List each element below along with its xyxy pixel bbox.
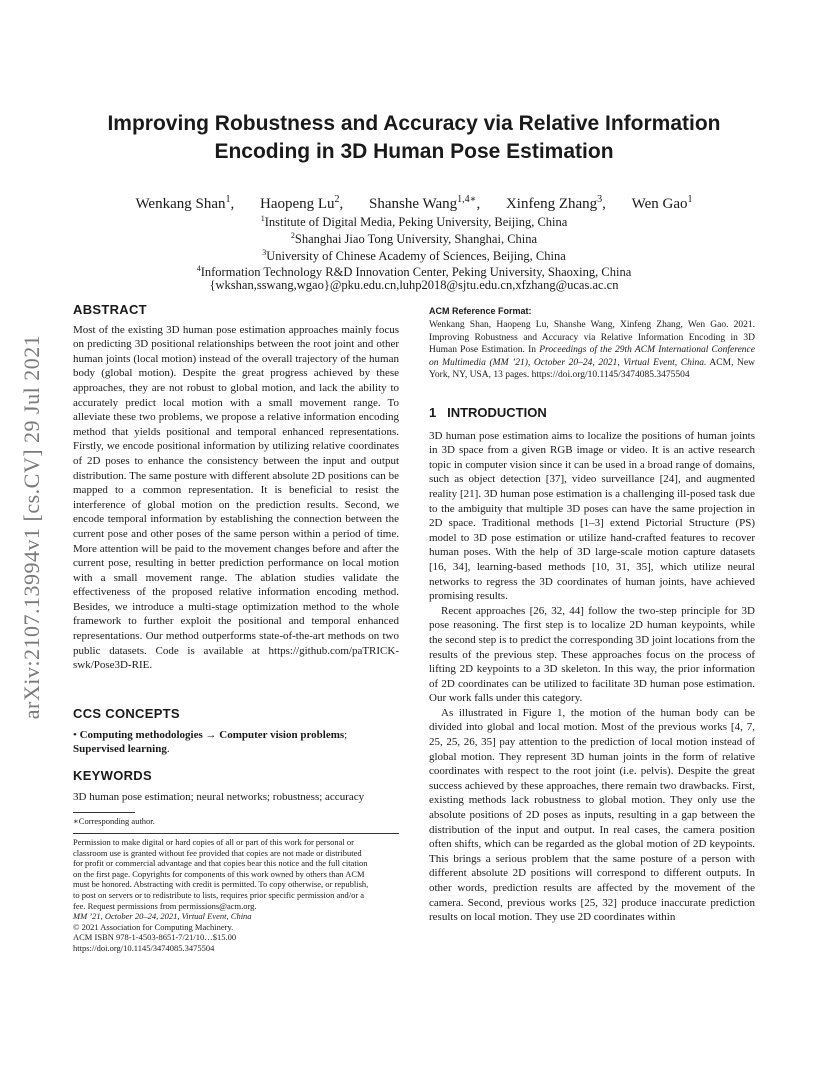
intro-paragraph: Recent approaches [26, 32, 44] follow the two-step principle for 3D pose reasoning. The first step is to localize 2D human keypoints, while the second step is to predict the corresponding 3D joint locations from the results of the previous step. These approaches focus on the process of lifting 2D keypoints to a 3D skeleton. In this way, the prior information of 2D coordinates can be utilized to facilitate 3D human pose estimation. Our work falls under this category. — [429, 604, 755, 705]
author: Haopeng Lu$^2$, — [259, 194, 344, 212]
footnote-rule — [73, 812, 135, 813]
venue: MM ’21, October 20–24, 2021, Virtual Event, China — [73, 911, 252, 922]
acm-reference — [429, 306, 755, 382]
affiliation: $^1$Institute of Digital Media, Peking University, Beijing, China — [260, 214, 568, 230]
author: Wenkang Shan$^1$, — [135, 194, 235, 212]
intro-heading: 1 INTRODUCTION — [429, 405, 547, 420]
ccs-section — [73, 707, 399, 757]
permission-line: to post on servers or to redistribute to lists, requires prior specific permission and/or a — [73, 889, 365, 900]
permission-line: for profit or commercial advantage and that copies bear this notice and the full citation — [73, 858, 368, 869]
permission-line: fee. Request permissions from permissions@acm.org. — [73, 900, 257, 911]
title-line-1: Improving Robustness and Accuracy via Relative Information — [107, 112, 721, 135]
affiliation: $^4$Information Technology R&D Innovation Center, Peking University, Shaoxing, China — [196, 264, 632, 280]
footnote: ∗Corresponding author. — [73, 816, 155, 826]
paper-title — [60, 110, 768, 166]
affiliation: $^3$University of Chinese Academy of Sciences, Beijing, China — [262, 248, 566, 264]
author: Wen Gao$^1$ — [631, 194, 693, 212]
acm-ref-heading: ACM Reference Format: — [429, 306, 532, 316]
arxiv-id: arXiv:2107.13994v1 [cs.CV] 29 Jul 2021 — [19, 334, 44, 720]
isbn: ACM ISBN 978-1-4503-8651-7/21/10…$15.00 — [73, 932, 237, 943]
arxiv-stamp — [8, 296, 56, 758]
ccs-concepts: • Computing methodologies → Computer vision problems; Supervised learning. — [73, 728, 348, 756]
permission-line: Permission to make digital or hard copies of all or part of this work for personal or — [73, 837, 354, 847]
title-line-2: Encoding in 3D Human Pose Estimation — [214, 140, 614, 163]
permission-rule — [73, 833, 399, 834]
permission-block — [73, 837, 413, 954]
ccs-heading: CCS CONCEPTS — [73, 706, 180, 721]
intro-paragraph: As illustrated in Figure 1, the motion of the human body can be divided into global and local motion. Most of the previous works [4, 7, 25, 25, 26, 35] pay attention to the prediction of local motion instead of global motion. They represent 3D human joints in the form of relative coordinates with respect to the root joint (i.e. pelvis). Despite the great success achieved by these approaches, there remain two drawbacks. First, existing methods lack robustness to global motion. They only use the absolute positions of 2D poses as inputs, resulting in a gap between the distribution of the input and output. In real cases, the camera position often shifts, which can be regarded as the global motion of 2D keypoints. This brings a serious problem that the same posture of a person with different absolute 2D positions will correspond to different outputs. In other words, prediction results are affected by the movement of the camera. Second, previous works [25, 32] produce inaccurate prediction results on local motion. They use 2D coordinates within — [429, 706, 755, 924]
doi: https://doi.org/10.1145/3474085.3475504 — [73, 942, 215, 953]
introduction-section — [429, 406, 755, 925]
keywords-text: 3D human pose estimation; neural networks; robustness; accuracy — [73, 790, 365, 803]
email-list: {wkshan,sswang,wgao}@pku.edu.cn,luhp2018@sjtu.edu.cn,xfzhang@ucas.ac.cn — [209, 278, 619, 292]
abstract-text: Most of the existing 3D human pose estimation approaches mainly focus on predicting 3D positional relationships between the root joint and other human joints (local motion) instead of the overall trajectory of the human body (global motion). Despite the great progress achieved by these approaches, they are not robust to global motion, and lack the ability to accurately predict local motion with a small movement range. To alleviate these two problems, we propose a relative information encoding method that yields positional and temporal enhanced representations. Firstly, we encode positional information by utilizing relative coordinates of 2D poses to enhance the consistency between the input and output distribution. The same posture with different absolute 2D positions can be mapped to a common representation. It is beneficial to resist the interference of global motion on the prediction results. Second, we encode temporal information by establishing the connection between the current pose and other poses of the same person within a period of time. More attention will be paid to the movement changes before and after the current pose, resulting in better prediction performance on local motion with a small movement range. The ablation studies validate the effectiveness of the proposed relative information encoding method. Besides, we introduce a multi-stage optimization method to the whole framework to further exploit the positional and temporal enhanced representations. Our method outperforms state-of-the-art methods on two public datasets. Code is available at https://github.com/paTRICK-swk/Pose3D-RIE. — [73, 323, 399, 672]
acm-ref-text: Wenkang Shan, Haopeng Lu, Shanshe Wang, Xinfeng Zhang, Wen Gao. 2021. Improving Robustness and Accuracy via Relative Information Encoding in 3D Human Pose Estimation. In Proceedings of the 29th ACM International Conference on Multimedia (MM ’21), October 20–24, 2021, Virtual Event, China. ACM, New York, NY, USA, 13 pages. https://doi.org/10.1145/3474085.3475504 — [429, 320, 755, 380]
permission-line: on the first page. Copyrights for components of this work owned by others than ACM — [73, 868, 365, 879]
author: Xinfeng Zhang$^3$, — [505, 194, 606, 212]
abstract-heading: ABSTRACT — [73, 302, 147, 317]
keywords-section — [73, 769, 399, 804]
affiliation: $^2$Shanghai Jiao Tong University, Shanghai, China — [290, 231, 538, 247]
copyright: © 2021 Association for Computing Machinery. — [73, 921, 234, 932]
permission-line: classroom use is granted without fee provided that copies are not made or distributed — [73, 847, 362, 858]
abstract-section — [73, 303, 399, 673]
intro-paragraph: 3D human pose estimation aims to localize the positions of human joints in 3D space from a given RGB image or video. It is an active research topic in computer vision since it can be used in a broad range of domains, such as object detection [37], video surveillance [24], and augmented reality [21]. 3D human pose estimation is a challenging ill-posed task due to the ambiguity that multiple 3D poses can have the same projection in 2D space. Traditional methods [1–3] extend Pictorial Structure (PS) model to 3D pose estimation or utilize hand-crafted features to recover human poses. With the help of 3D large-scale motion capture datasets [16, 34], learning-based methods [10, 31, 35], which utilize neural networks to regress the 3D coordinates of human joints, have achieved promising results. — [429, 429, 755, 603]
author: Shanshe Wang$^{1,4∗}$, — [369, 194, 481, 212]
permission-line: must be honored. Abstracting with credit is permitted. To copy otherwise, or republish, — [73, 879, 369, 890]
keywords-heading: KEYWORDS — [73, 768, 152, 783]
